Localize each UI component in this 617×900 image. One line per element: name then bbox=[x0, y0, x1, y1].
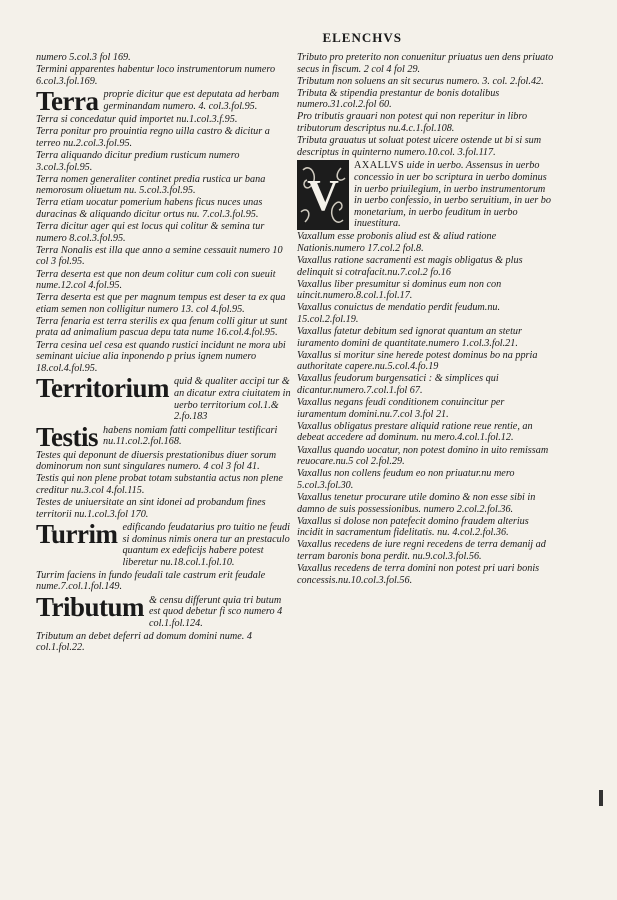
index-entry: Tributo pro preterito non conuenitur priuatus uen dens priuato secus in fiscum. 2 col 4 fol 29. bbox=[297, 52, 554, 75]
lemma-heading: Territorium bbox=[36, 373, 169, 404]
index-entry: Terra Nonalis est illa que anno a semine cessauit numero 10 col 3 fol.95. bbox=[36, 244, 283, 268]
lemma-text: edificando feudatarius pro tuitio ne feudi si dominus nimis onera tur an prestaculo quantum ex edeficijs habere potest liberetur nu.18.col.1.fol.10. bbox=[122, 522, 290, 569]
index-entry-lemma bbox=[36, 519, 294, 569]
index-entry: Tributum an debet deferri ad domum domini nume. 4 col.1.fol.22. bbox=[36, 630, 252, 654]
index-entry: Vaxallus si dolose non patefecit domino fraudem alterius incidit in sacramentum fidelitatis. nu. 4.col.2.fol.36. bbox=[297, 515, 529, 539]
index-entry-lemma bbox=[36, 591, 294, 630]
index-entry: Terra ponitur pro prouintia regno uilla castro & dicitur a terreo nu.2.col.3.fol.95. bbox=[36, 126, 270, 149]
initial-letter: V bbox=[307, 170, 339, 220]
dropcap-body bbox=[354, 160, 555, 230]
lemma-text: uide in uerbo. Assensus in uerbo concessio in uer bo scriptura in uerbo dominus in uerbo priuilegium, in uerbo instrumentorum in uerbo confessio, in uerbo seruitium, in uer bo monetarium, in uerbo feuditum in uerbo inuestitura. bbox=[354, 160, 551, 230]
lemma-heading: Terra bbox=[36, 86, 99, 117]
lemma-text: & censu differunt quia tri butum est quod debetur fi sco numero 4 col.1.fol.124. bbox=[149, 594, 283, 630]
index-entry: Terra aliquando dicitur predium rusticum numero 3.col.3.fol.95. bbox=[36, 150, 240, 173]
index-entry: numero 5.col.3 fol 169. bbox=[36, 52, 131, 63]
left-column bbox=[36, 52, 294, 654]
index-entry: Pro tributis grauari non potest qui non reperitur in libro tributorum descriptus nu.4.c.1.fol.108. bbox=[297, 111, 528, 135]
right-column bbox=[297, 52, 555, 587]
index-entry: Vaxallus recedens de terra domini non potest pri uari bonis concessis.nu.10.col.3.fol.56. bbox=[297, 562, 540, 586]
index-entry: Terra cesina uel cesa est quando rustici incidunt ne mora ubi seminant uiciue alia inponendo p prius ignem numero 18.col.4.fol.95. bbox=[36, 339, 286, 374]
index-entry: Turrim faciens in fundo feudali tale castrum erit feudale nume.7.col.1.fol.149. bbox=[36, 569, 266, 593]
index-entry-lemma bbox=[36, 86, 294, 117]
index-entry: Testes de uniuersitate an sint idonei ad probandum fines territorii nu.1.col.3.fol 170. bbox=[36, 497, 266, 520]
index-entry: Vaxallus negans feudi conditionem conuincitur per iuramentum domini.nu.7.col 3.fol 21. bbox=[297, 397, 505, 420]
running-header: ELENCHVS bbox=[322, 30, 402, 45]
lemma-text: habens nomiam fatti compellitur testificari nu.11.col.2.fol.168. bbox=[103, 424, 278, 448]
index-entry: Terra dicitur ager qui est locus qui colitur & semina tur numero 8.col.3.fol.95. bbox=[36, 221, 265, 244]
index-entry: Testis qui non plene probat totam substantia actus non plene creditur nu.3.col 4.fol.115. bbox=[36, 473, 283, 496]
index-entry: Terra fenaria est terra sterilis ex qua fenum colli gitur ut sunt prata ad animalium pascua depu tata nume 16.col.4.fol.95. bbox=[36, 315, 288, 339]
index-entry: Testes qui deponunt de diuersis prestationibus diuer sorum dominorum non sunt singulares numero. 4 col 3 fol 41. bbox=[36, 449, 277, 473]
ornamental-initial bbox=[297, 160, 349, 230]
index-entry: Vaxallus tenetur procurare utile domino & non esse sibi in damno de suis possessionibus. numero 2.col.2.fol.36. bbox=[297, 491, 536, 515]
lemma-text: quid & qualiter accipi tur & an dicatur extra ciuitatem in uerbo territorium col.1.& 2.fo.183 bbox=[173, 376, 291, 423]
index-entry: Vaxallus feudorum burgensatici : & simplices qui dicantur.numero.7.col.1.fol 67. bbox=[297, 373, 499, 397]
lemma-heading: Testis bbox=[36, 421, 99, 452]
index-entry: Vaxallus recedens de iure regni recedens de terra demanij ad terram baronis bona perdit. nu.9.col.3.fol.56. bbox=[297, 539, 546, 562]
index-entry: Terra deserta est que non deum colitur cum coli con sueuit nume.12.col 4.fol.95. bbox=[36, 268, 276, 292]
lemma-heading: Tributum bbox=[36, 591, 145, 622]
index-entry: Tributa & stipendia prestantur de bonis dotalibus numero.31.col.2.fol 60. bbox=[297, 87, 500, 111]
index-entry: Terra etiam uocatur pomerium habens ficus nuces unas duracinas & aliquando dicitur ortus nu. 7.col.3.fol.95. bbox=[36, 197, 263, 221]
index-entry: Vaxallus fatetur debitum sed ignorat quantum an stetur iuramento domini de quantitate.numero 1.col.3.fol.21. bbox=[297, 326, 522, 349]
index-entry: Termini apparentes habentur loco instrumentorum numero 6.col.3.fol.169. bbox=[36, 64, 276, 87]
index-entry: Terra deserta est que per magnum tempus est deser ta ex qua etiam semen non colligitur numero 13. col 4.fol.95. bbox=[36, 292, 286, 315]
index-entry: Vaxallus si moritur sine herede potest dominus bo na ppria authoritate capere.nu.5.col.4.fo.19 bbox=[297, 349, 538, 373]
index-entry: Tributum non soluens an sit securus numero. 3. col. 2.fol.42. bbox=[297, 75, 544, 87]
index-entry: Vaxallus conuictus de mendatio perdit feudum.nu. 15.col.2.fol.19. bbox=[297, 302, 501, 325]
lemma-heading: Turrim bbox=[36, 519, 118, 550]
index-entry: Vaxallus liber presumitur si dominus eum non con uincit.numero.8.col.1.fol.17. bbox=[297, 278, 502, 302]
index-entry: Vaxallus quando uocatur, non potest domino in uito remissam reuocare.nu.5 col 2.fol.29. bbox=[297, 444, 549, 468]
index-entry: Vaxallus non collens feudum eo non priuatur.nu mero 5.col.3.fol.30. bbox=[297, 468, 515, 491]
index-entry: Tributa grauatus ut soluat potest uicere ostende ut bi si sum descriptus in quinterno numero.10.col. 3.fol.117. bbox=[297, 135, 542, 158]
index-entry: Terra si concedatur quid importet nu.1.col.3.f.95. bbox=[36, 114, 238, 126]
index-entry: Vaxallus obligatus prestare aliquid ratione reue rentie, an debeat accedere ad dominum. nu mero.4.col.1.fol.12. bbox=[297, 420, 533, 444]
index-entry: Terra nomen generaliter continet predia rustica ur bana nemorosum oliuetum nu. 5.col.3.fol.95. bbox=[36, 173, 266, 197]
lemma-text: proprie dicitur que est deputata ad herbam germinandam numero. 4. col.3.fol.95. bbox=[103, 89, 280, 112]
index-entry: Vaxallus ratione sacramenti est magis obligatus & plus delinquit si cotrafacit.nu.7.col.2 fo.16 bbox=[297, 255, 523, 278]
index-entry-dropcap bbox=[297, 160, 555, 230]
lemma-heading: AXALLVS bbox=[354, 160, 405, 172]
index-entry: Vaxallum esse probonis aliud est & aliud ratione Nationis.numero 17.col.2 fol.8. bbox=[297, 231, 497, 254]
index-entry-lemma bbox=[36, 421, 294, 452]
index-entry-lemma bbox=[36, 373, 294, 423]
margin-mark bbox=[599, 790, 603, 806]
